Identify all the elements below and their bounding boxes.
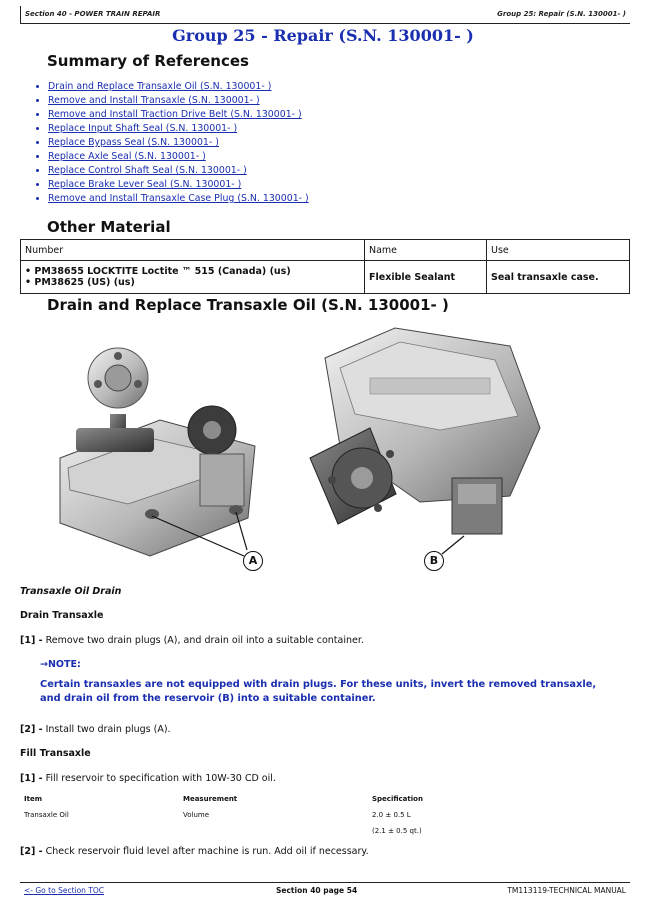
transaxle-left-view: [60, 348, 255, 556]
section-toc-link[interactable]: <- Go to Section TOC: [24, 886, 105, 895]
material-number-cell: [21, 261, 365, 294]
section-heading: Drain and Replace Transaxle Oil (S.N. 130001- ): [47, 296, 449, 314]
spec-measurement: Volume: [183, 811, 210, 819]
step-number: [1] -: [20, 773, 43, 784]
spec-value: 2.0 ± 0.5 L: [372, 811, 411, 819]
step-number: [1] -: [20, 635, 43, 646]
reference-link[interactable]: • Replace Input Shaft Seal (S.N. 130001- ): [48, 122, 309, 136]
drain-subtitle: Drain Transaxle: [20, 610, 104, 621]
step-fill-1: [20, 773, 276, 784]
manual-id: TM113119-TECHNICAL MANUAL: [507, 886, 626, 895]
footer-rule: [20, 882, 630, 883]
step-number: [2] -: [20, 724, 43, 735]
column-header-name: Name: [365, 240, 487, 261]
step-text: Install two drain plugs (A).: [45, 724, 171, 735]
reference-list: [32, 80, 309, 206]
header-left-rule: [20, 6, 21, 24]
step-text: Remove two drain plugs (A), and drain oil into a suitable container.: [45, 635, 364, 646]
page-title: Group 25 - Repair (S.N. 130001- ): [172, 26, 474, 45]
reference-link[interactable]: • Replace Axle Seal (S.N. 130001- ): [48, 150, 309, 164]
oil-drain-title: Transaxle Oil Drain: [20, 586, 122, 597]
step-text: Fill reservoir to specification with 10W-30 CD oil.: [45, 773, 276, 784]
header-group-label: Group 25: Repair (S.N. 130001- ): [497, 10, 626, 18]
spec-value-alt: (2.1 ± 0.5 qt.): [372, 827, 422, 835]
material-name-cell: Flexible Sealant: [365, 261, 487, 294]
transaxle-right-view: [310, 328, 540, 534]
step-number: [2] -: [20, 846, 43, 857]
material-number: • PM38655 LOCKTITE Loctite ™ 515 (Canada) (us): [25, 266, 291, 277]
reference-link[interactable]: • Drain and Replace Transaxle Oil (S.N. 130001- ): [48, 80, 309, 94]
page-number: Section 40 page 54: [276, 886, 358, 895]
column-header-number: Number: [21, 240, 365, 261]
reference-link[interactable]: • Remove and Install Transaxle (S.N. 130001- ): [48, 94, 309, 108]
reference-link[interactable]: • Replace Bypass Seal (S.N. 130001- ): [48, 136, 309, 150]
material-use-cell: Seal transaxle case.: [487, 261, 630, 294]
transaxle-illustration: [40, 318, 600, 580]
callout-b: B: [424, 551, 444, 571]
note-text: Certain transaxles are not equipped with drain plugs. For these units, invert the removed transaxle, and drain oil from the reservoir (B) into a suitable container.: [40, 679, 597, 704]
step-text: Check reservoir fluid level after machine is run. Add oil if necessary.: [45, 846, 369, 857]
step-fill-2: [20, 846, 369, 857]
fill-subtitle: Fill Transaxle: [20, 748, 91, 759]
header-rule: [20, 23, 630, 24]
note-label: →NOTE:: [40, 659, 81, 670]
other-material-heading: Other Material: [47, 218, 171, 236]
header-section-label: Section 40 - POWER TRAIN REPAIR: [25, 10, 161, 18]
reference-link[interactable]: • Replace Control Shaft Seal (S.N. 130001- ): [48, 164, 309, 178]
column-header-use: Use: [487, 240, 630, 261]
reference-link[interactable]: • Remove and Install Transaxle Case Plug (S.N. 130001- ): [48, 192, 309, 206]
callout-b-leader: [442, 536, 464, 554]
spec-item: Transaxle Oil: [24, 811, 69, 819]
spec-header-measurement: Measurement: [183, 795, 238, 803]
step-drain-1: [20, 635, 364, 646]
material-number: • PM38625 (US) (us): [25, 277, 135, 288]
other-material-table: [20, 239, 630, 294]
spec-header-item: Item: [24, 795, 42, 803]
summary-heading: Summary of References: [47, 52, 249, 70]
reference-link[interactable]: • Replace Brake Lever Seal (S.N. 130001- ): [48, 178, 309, 192]
reference-link[interactable]: • Remove and Install Traction Drive Belt (S.N. 130001- ): [48, 108, 309, 122]
spec-header-specification: Specification: [372, 795, 423, 803]
step-drain-2: [20, 724, 171, 735]
callout-a: A: [243, 551, 263, 571]
